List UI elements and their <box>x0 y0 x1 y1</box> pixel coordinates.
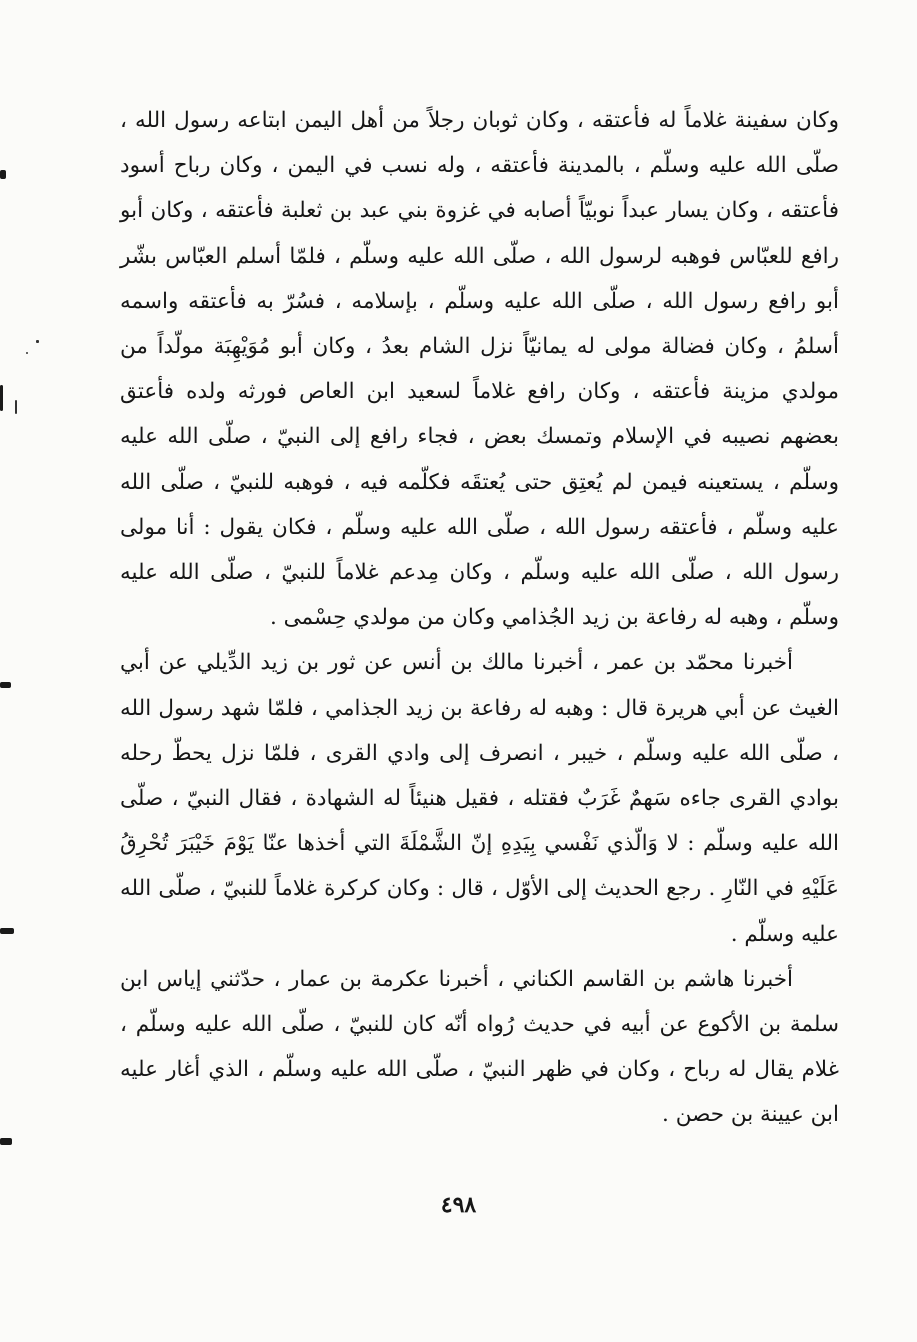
paragraph-rabah-hadith: أخبرنا هاشم بن القاسم الكناني ، أخبرنا عكرمة بن عمار ، حدّثني إياس ابن سلمة بن الأكوع عن أبيه في حديث رُواه أنّه كان للنبيّ ، صلّى الله عليه وسلّم ، غلام يقال له رباح ، وكان في ظهر النبيّ ، صلّى الله عليه وسلّم ، الذي أغار عليه ابن عيينة بن حصن . <box>120 966 839 1128</box>
body-text <box>120 98 839 1138</box>
paragraph-midam-hadith: أخبرنا محمّد بن عمر ، أخبرنا مالك بن أنس عن ثور بن زيد الدِّيلي عن أبي الغيث عن أبي هريرة قال : وهبه له رفاعة بن زيد الجذامي ، فلمّا شهد رسول الله ، صلّى الله عليه وسلّم ، خيبر ، انصرف إلى وادي القرى ، فلمّا نزل يحطّ رحله بوادي القرى جاءه سَهمٌ غَرَبٌ فقتله ، فقيل هنيئاً له الشهادة ، فقال النبيّ ، صلّى الله عليه وسلّم : لا وَالّذي نَفْسي بِيَدِهِ إنّ الشَّمْلَةَ التي أخذها عنّا يَوْمَ خَيْبَرَ تُحْرِقُ عَلَيْهِ في النّارِ . رجع الحديث إلى الأوّل ، قال : وكان كركرة غلاماً للنبيّ ، صلّى الله عليه وسلّم . <box>120 650 839 947</box>
binding-edge-mark <box>0 385 3 411</box>
binding-edge-mark <box>0 682 11 688</box>
scan-speck <box>15 400 17 414</box>
binding-edge-mark <box>0 170 6 179</box>
page-number: ٤٩٨ <box>440 1192 477 1218</box>
paragraph-freed-slaves: وكان سفينة غلاماً له فأعتقه ، وكان ثوبان رجلاً من أهل اليمن ابتاعه رسول الله ، صلّى الله عليه وسلّم ، بالمدينة فأعتقه ، وله نسب في اليمن ، وكان رباح أسود فأعتقه ، وكان يسار عبداً نوبيّاً أصابه في غزوة بني عبد بن ثعلبة فأعتقه ، وكان أبو رافع للعبّاس فوهبه لرسول الله ، صلّى الله عليه وسلّم ، فلمّا أسلم العبّاس بشّر أبو رافع رسول الله ، صلّى الله عليه وسلّم ، بإسلامه ، فسُرّ به فأعتقه واسمه أسلمُ ، وكان فضالة مولى له يمانيّاً نزل الشام بعدُ ، وكان أبو مُوَيْهِبَة مولّداً من مولدي مزينة فأعتقه ، وكان رافع غلاماً لسعيد ابن العاص فورثه ولده فأعتق بعضهم نصيبه في الإسلام وتمسك بعض ، فجاء رافع إلى النبيّ ، صلّى الله عليه وسلّم ، يستعينه فيمن لم يُعتِق حتى يُعتقَه فكلّمه فيه ، فوهبه للنبيّ ، صلّى الله عليه وسلّم ، فأعتقه رسول الله ، صلّى الله عليه وسلّم ، فكان يقول : أنا مولى رسول الله ، صلّى الله عليه وسلّم ، وكان مِدعم غلاماً للنبيّ ، صلّى الله عليه وسلّم ، وهبه له رفاعة بن زيد الجُذامي وكان من مولدي حِسْمى . <box>120 108 839 631</box>
scan-speck <box>26 352 28 354</box>
scan-speck <box>36 340 39 343</box>
binding-edge-mark <box>0 928 14 934</box>
binding-edge-mark <box>0 1138 12 1145</box>
